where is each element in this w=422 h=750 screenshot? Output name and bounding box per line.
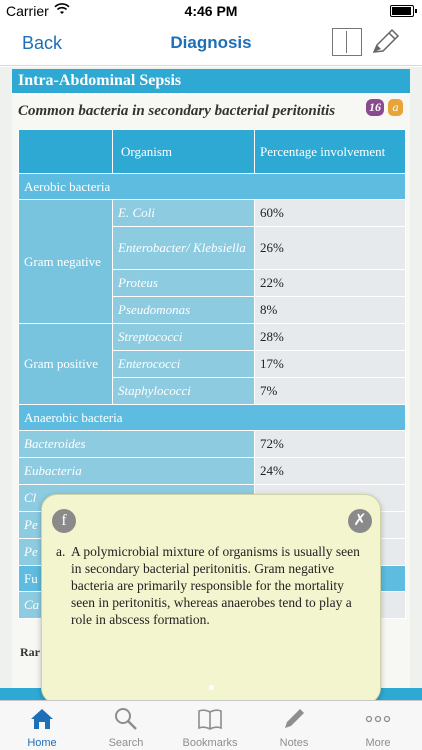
footnote-label: a.	[56, 544, 66, 559]
column-header-percentage: Percentage involvement	[255, 130, 406, 174]
section-label: Aerobic bacteria	[19, 174, 406, 200]
tab-label: More	[365, 737, 391, 749]
group-label-gram-positive: Gram positive	[19, 324, 113, 405]
percentage-cell: 26%	[255, 227, 406, 270]
navigation-bar	[0, 22, 422, 66]
tab-bar	[0, 700, 422, 750]
organism-cell: Enterobacter/ Klebsiella	[113, 227, 255, 270]
tab-label: Search	[108, 737, 144, 749]
percentage-cell: 22%	[255, 270, 406, 297]
search-icon	[113, 706, 139, 732]
organism-cell: Cl	[19, 485, 255, 512]
footnote-icon: f	[52, 509, 76, 533]
organism-cell: Eubacteria	[19, 458, 255, 485]
organism-cell: E. Coli	[113, 200, 255, 227]
percentage-cell: 8%	[255, 297, 406, 324]
table-row	[19, 200, 406, 227]
table-caption	[12, 95, 410, 129]
section-row-anaerobic	[19, 405, 406, 431]
book-icon	[197, 706, 223, 732]
footnote-popup	[41, 494, 381, 704]
organism-cell: Enterococci	[113, 351, 255, 378]
tab-label: Home	[27, 737, 57, 749]
organism-cell: Pseudomonas	[113, 297, 255, 324]
home-icon	[29, 706, 55, 732]
tab-bookmarks[interactable]	[168, 701, 252, 750]
percentage-cell: 60%	[255, 200, 406, 227]
organism-cell: Bacteroides	[19, 431, 255, 458]
pencil-icon[interactable]	[368, 26, 402, 58]
tab-search[interactable]	[84, 701, 168, 750]
footnote-text	[56, 543, 368, 628]
organism-cell: Staphylococci	[113, 378, 255, 405]
pencil-icon	[281, 706, 307, 732]
organism-cell: Streptococci	[113, 324, 255, 351]
table-row	[19, 324, 406, 351]
more-icon	[365, 706, 391, 732]
percentage-cell: 72%	[255, 431, 406, 458]
footnote-badge[interactable]: a	[388, 99, 403, 116]
close-icon[interactable]: ✗	[348, 509, 372, 533]
tab-label: Bookmarks	[182, 737, 238, 749]
back-button[interactable]: Back	[22, 33, 63, 53]
table-row	[19, 458, 406, 485]
battery-icon	[390, 5, 414, 17]
status-time: 4:46 PM	[184, 3, 238, 19]
page-indicator-dot	[209, 685, 214, 690]
section-row-aerobic	[19, 174, 406, 200]
organism-cell: Ca	[19, 592, 255, 619]
tab-notes[interactable]	[252, 701, 336, 750]
percentage-cell: 7%	[255, 378, 406, 405]
table-header-blank	[19, 130, 113, 174]
status-bar	[0, 0, 422, 22]
table-header-row	[19, 130, 406, 174]
tab-label: Notes	[279, 737, 309, 749]
table-row	[19, 431, 406, 458]
percentage-cell: 24%	[255, 458, 406, 485]
section-label: Anaerobic bacteria	[19, 405, 406, 431]
topic-header: Intra-Abdominal Sepsis	[12, 69, 410, 95]
open-book-icon[interactable]	[332, 28, 362, 56]
footnote-body: A polymicrobial mixture of organisms is usually seen in secondary bacterial peritonitis. Gram negative bacteria are primarily responsible for the mortality seen in peritonitis, whereas anaerobes tend to play a role in abscess formation.	[71, 544, 360, 627]
percentage-cell: 17%	[255, 351, 406, 378]
organism-cell: Proteus	[113, 270, 255, 297]
tab-more[interactable]	[336, 701, 420, 750]
page-title: Diagnosis	[170, 33, 252, 52]
organism-cell: Pe	[19, 539, 255, 566]
reference-badge[interactable]: 16	[366, 99, 384, 116]
column-header-organism: Organism	[113, 130, 255, 174]
group-label-gram-negative: Gram negative	[19, 200, 113, 324]
caption-text: Common bacteria in secondary bacterial peritonitis	[18, 103, 336, 119]
section-label: Fu	[19, 566, 406, 592]
tab-home[interactable]	[0, 701, 84, 750]
percentage-cell: 28%	[255, 324, 406, 351]
carrier-label: Carrier	[6, 3, 49, 19]
rare-label: Rar	[20, 645, 40, 659]
organism-cell: Pe	[19, 512, 255, 539]
